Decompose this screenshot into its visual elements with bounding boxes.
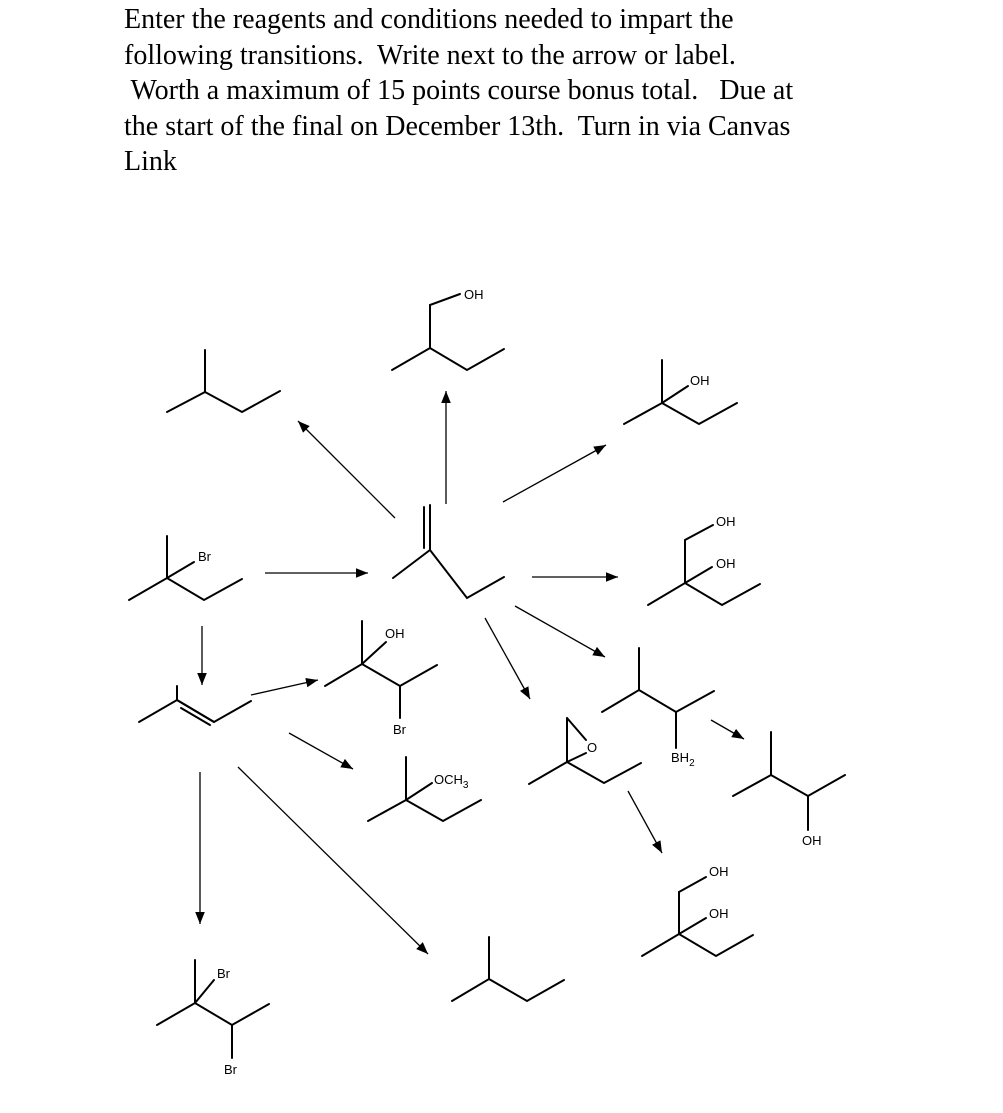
instruction-line-2: following transitions. Write next to the arrow or label. bbox=[124, 39, 736, 71]
atom-label-oh: OH bbox=[716, 556, 736, 571]
atom-label-br: Br bbox=[224, 1062, 237, 1077]
arrow-to-2-methylbutane-bottom bbox=[238, 767, 428, 954]
molecule-2-methyl-2-butene bbox=[139, 686, 251, 725]
molecule-epoxide bbox=[529, 718, 641, 784]
arrow-to-methyl-ether bbox=[289, 733, 353, 769]
molecule-2-methyl-1-butene bbox=[393, 505, 504, 598]
atom-label-oh: OH bbox=[802, 833, 822, 848]
atom-label-oh: OH bbox=[709, 906, 729, 921]
atom-label-bh2: $BH_2$ bbox=[671, 750, 695, 769]
atom-label-br: Br bbox=[198, 549, 211, 564]
instruction-line-3: Worth a maximum of 15 points course bonus total. Due at bbox=[124, 75, 794, 106]
arrow-to-organoborane bbox=[515, 606, 605, 657]
instruction-line-4: the start of the final on December 13th. Turn in via Canvas bbox=[124, 110, 791, 142]
instruction-line-5: Link bbox=[124, 146, 177, 177]
reaction-arrows bbox=[200, 391, 744, 954]
atom-label-oh: OH bbox=[690, 373, 710, 388]
arrow-organoborane-to-alcohol bbox=[711, 720, 744, 739]
arrow-to-bromohydrin bbox=[251, 680, 318, 695]
atom-label-o: O bbox=[587, 740, 598, 755]
molecule-diol-right bbox=[648, 514, 760, 605]
molecule-methyl-ether bbox=[368, 757, 481, 821]
molecule-2-methylbutane-top bbox=[167, 350, 280, 412]
arrow-to-2-methyl-2-butanol bbox=[503, 445, 606, 502]
molecule-2-bromo-2-methylbutane bbox=[129, 536, 242, 600]
atom-label-oh: OH bbox=[385, 626, 405, 641]
arrow-to-epoxide bbox=[485, 618, 530, 699]
molecule-2-methyl-2-butanol bbox=[624, 360, 737, 424]
atom-label-br: Br bbox=[393, 722, 406, 737]
atom-label-oh: OH bbox=[716, 514, 736, 529]
atom-label-oh: OH bbox=[464, 287, 484, 302]
atom-label-och3: $OCH_3$ bbox=[434, 772, 469, 791]
arrow-epoxide-to-diol bbox=[628, 791, 662, 853]
molecule-diol-bottom bbox=[642, 864, 753, 956]
atom-label-br: Br bbox=[217, 966, 230, 981]
molecule-2-methylbutane-bottom bbox=[452, 937, 564, 1001]
arrow-to-2-methylbutane-top bbox=[298, 421, 395, 518]
molecule-bromohydrin bbox=[325, 621, 437, 737]
atom-label-oh: OH bbox=[709, 864, 729, 879]
molecule-organoborane bbox=[602, 648, 714, 769]
molecule-3-methyl-2-butanol bbox=[733, 732, 845, 848]
instruction-line-1: Enter the reagents and conditions needed to impart the bbox=[124, 4, 734, 35]
molecule-2-methyl-1-butanol bbox=[392, 287, 504, 370]
molecule-dibromide bbox=[157, 960, 269, 1077]
